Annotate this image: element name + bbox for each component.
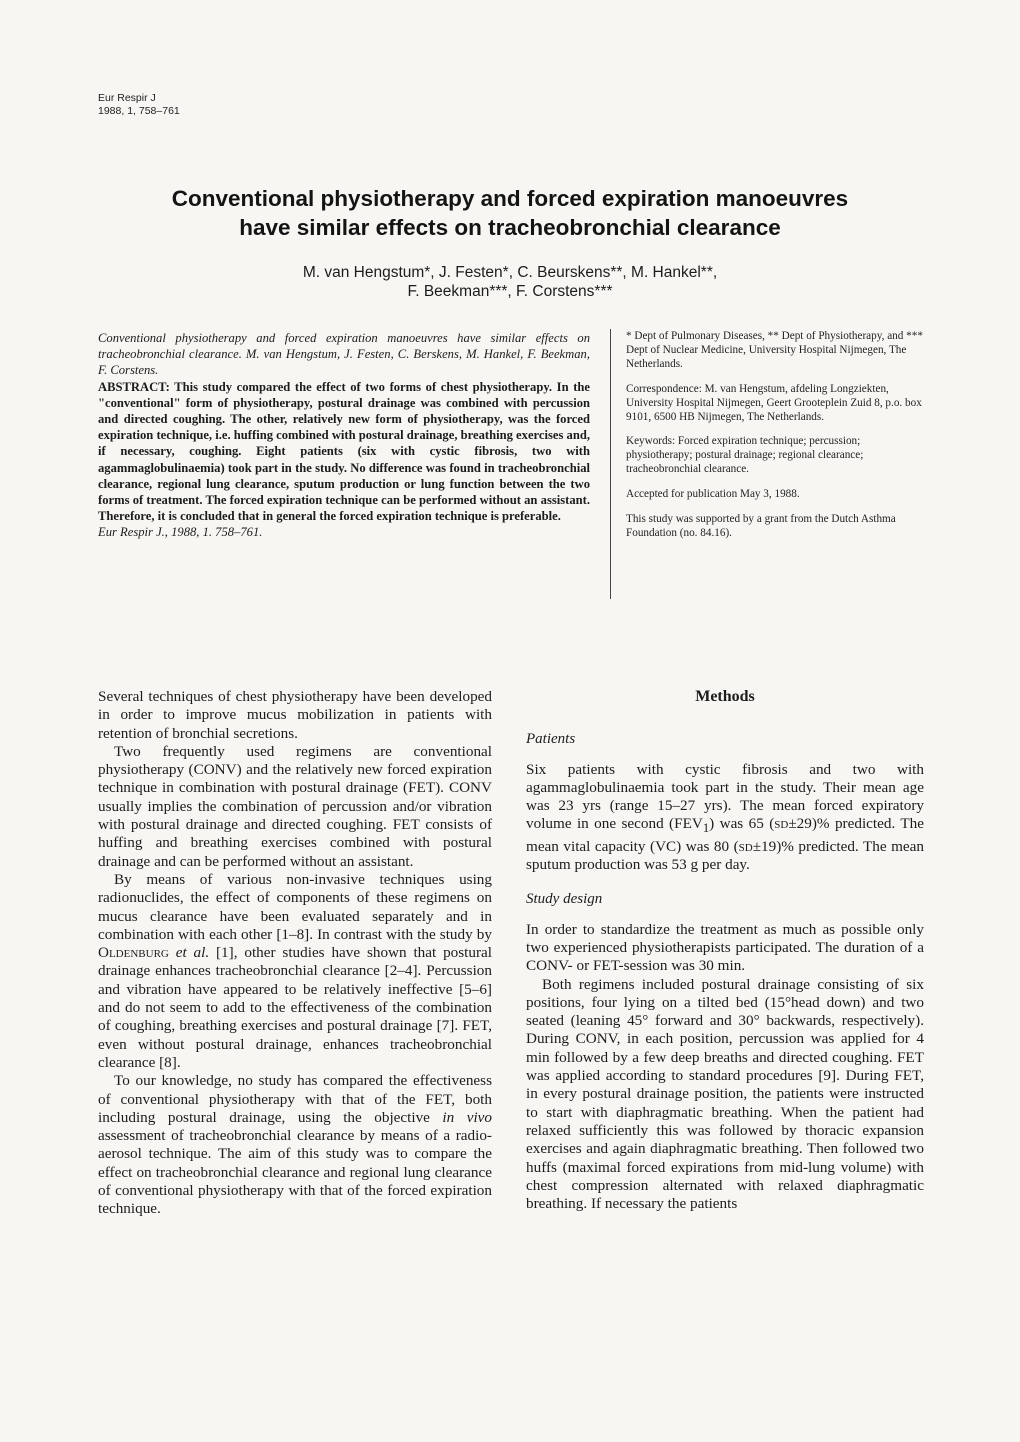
accepted-date: Accepted for publication May 3, 1988. [626,488,800,501]
authors-line-2: F. Beekman***, F. Corstens*** [407,283,613,300]
in-vivo: in vivo [442,1108,492,1126]
patients-text-d: ±19)% predicted. The mean sputum production was 53 g per day. [526,837,924,874]
article-title [80,184,940,242]
authors-line-1: M. van Hengstum*, J. Festen*, C. Beurskens**, M. Hankel**, [302,264,718,281]
intro-p3-text-a: By means of various non-invasive techniques using radionuclides, the effect of components of these regimens on mucus clearance have been evaluated separately and in combination with each other [1–8]. In contrast with the study by [98,870,492,943]
design-paragraph-2: Both regimens included postural drainage consisting of six positions, four lying on a tilted bed (15°head down) and two seated (leaning 45° forward and 30° backwards, respectively). During CONV, in each position, percussion was applied for 4 min followed by a few deep breaths and directed coughing. FET was applied according to standard procedures [9]. During FET, in every postural drainage position, the patients were instructed to start with diaphragmatic breathing. When the patient had relaxed sufficiently this was followed by thoracic expansion exercises and again diaphragmatic breathing. Then followed two huffs (maximal forced expirations from mid-lung volume) with chest compression alternated with relaxed diaphragmatic breathing. If necessary the patients [526,975,924,1213]
intro-paragraph-4 [98,1072,492,1218]
et-al: et al. [175,944,210,962]
sd-label-1: sd [774,815,789,833]
intro-p3-text-b: [1], other studies have shown that postural drainage enhances tracheobronchial clearance [2–4]. Percussion and vibration have appeared to be relatively ineffective [5–6] and do not seem to add to the effectiveness of the combination of coughing, breathing exercises and postural drainage [7]. FET, even without postural drainage, enhances tracheobronchial clearance [8]. [98,944,493,1071]
methods-column [526,688,924,1213]
journal-name: Eur Respir J [98,92,156,104]
patients-paragraph [526,761,924,875]
intro-paragraph-3 [98,871,492,1072]
design-paragraph-1: In order to standardize the treatment as much as possible only two experienced physiotherapists participated. The duration of a CONV- or FET-session was 30 min. [526,920,924,975]
patients-text-b: ) was 65 ( [709,815,775,833]
author-list [80,263,940,301]
correspondence: Correspondence: M. van Hengstum, afdeling Longziekten, University Hospital Nijmegen, Geert Grooteplein Zuid 8, p.o. box 9101, 6500 HB Nijmegen, The Netherlands. [626,382,922,423]
sd-label-2: sd [738,837,753,855]
journal-volume: 1988, 1, 758–761 [98,105,180,117]
cited-author-name: Oldenburg [98,944,169,962]
abstract-citation: Conventional physiotherapy and forced expiration manoeuvres have similar effects on tracheobronchial clearance. M. van Hengstum, J. Festen, C. Berskens, M. Hankel, F. Beekman, F. Corstens. [98,331,590,378]
intro-paragraph-1: Several techniques of chest physiotherapy have been developed in order to improve mucus mobilization in patients with retention of bronchial secretions. [98,688,492,742]
intro-p4-text-b: assessment of tracheobronchial clearance by means of a radio-aerosol technique. The aim of this study was to compare the effect on tracheobronchial clearance and regional lung clearance of conventional physiotherapy with that of the forced expiration technique. [98,1127,492,1218]
abstract-reference: Eur Respir J., 1988, 1. 758–761. [98,525,263,540]
intro-paragraph-2: Two frequently used regimens are conventional physiotherapy (CONV) and the relatively new forced expiration technique in combination with postural drainage (FET). CONV usually implies the combination of percussion and/or vibration with postural drainage and directed coughing. FET consists of huffing and breathing exercises combined with postural drainage and can be performed without an assistant. [98,742,492,870]
study-design-heading: Study design [526,891,603,908]
funding-note: This study was supported by a grant from the Dutch Asthma Foundation (no. 84.16). [626,513,896,539]
patients-text-a: Six patients with cystic fibrosis and two with agammaglobulinaemia took part in the study. Their mean age was 23 yrs (range 15–27 yrs). The mean forced expiratory volume in one second (FEV [526,760,924,833]
abstract [98,330,590,541]
journal-citation [98,92,180,118]
affiliations: * Dept of Pulmonary Diseases, ** Dept of Physiotherapy, and *** Dept of Nuclear Medicine, University Hospital Nijmegen, The Netherlands. [626,330,923,370]
keywords: Keywords: Forced expiration technique; percussion; physiotherapy; postural drainage; regional clearance; tracheobronchial clearance. [626,435,864,476]
methods-heading: Methods [695,688,755,705]
patients-text-c: ±29)% predicted. The mean vital capacity (VC) was 80 ( [526,815,924,855]
introduction-column [98,688,492,1219]
article-notes [626,330,926,552]
column-divider [610,329,611,599]
abstract-body: ABSTRACT: This study compared the effect of two forms of chest physiotherapy. In the "conventional" form of physiotherapy, postural drainage was combined with percussion and directed coughing. The other, relatively new form of physiotherapy, was the forced expiration technique, i.e. huffing combined with postural drainage, breathing exercises and, if necessary, coughing. Eight patients (six with cystic fibrosis, two with agammaglobulinaemia) took part in the study. No difference was found in tracheobronchial clearance, regional lung clearance, sputum production or lung function between the two forms of treatment. The forced expiration technique can be performed without an assistant. Therefore, it is concluded that in general the forced expiration technique is preferable. [98,379,590,524]
title-line-1: Conventional physiotherapy and forced expiration manoeuvres [171,186,849,211]
intro-p4-text-a: To our knowledge, no study has compared the effectiveness of conventional physiotherapy with that of the FET, both including postural drainage, using the objective [98,1072,492,1126]
title-line-2: have similar effects on tracheobronchial clearance [239,215,781,240]
fev-subscript: 1 [702,821,710,836]
patients-heading: Patients [526,731,576,748]
